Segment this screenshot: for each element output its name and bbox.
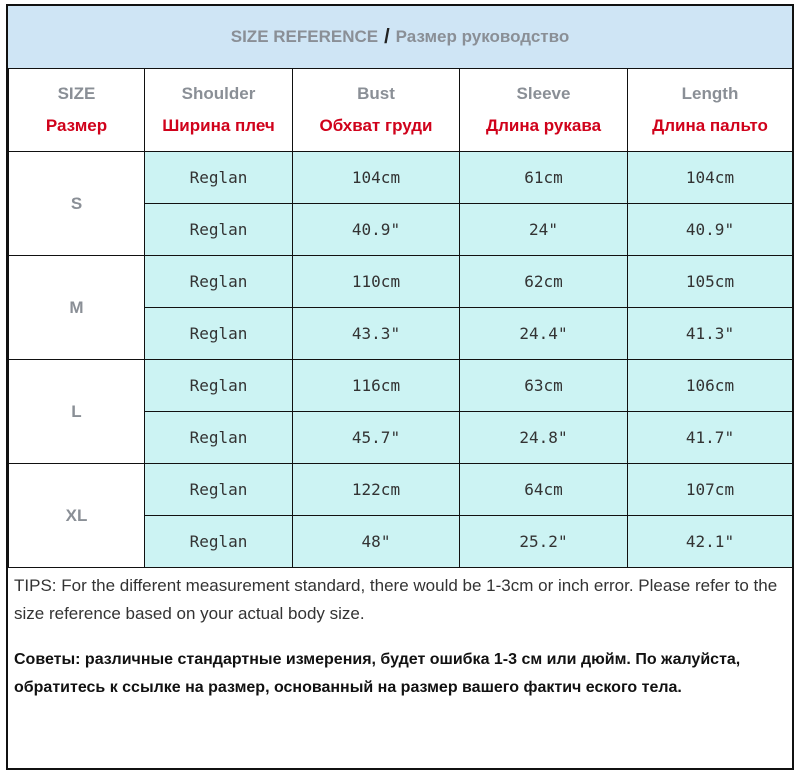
shoulder-cell: Reglan — [145, 308, 293, 360]
title-en: SIZE REFERENCE — [230, 27, 379, 46]
length-cell: 41.7" — [628, 412, 793, 464]
length-cell: 107cm — [628, 464, 793, 516]
shoulder-cell: Reglan — [145, 152, 293, 204]
chart-title — [8, 6, 792, 70]
length-cell: 40.9" — [628, 204, 793, 256]
size-label: M — [9, 256, 145, 360]
length-cell: 106cm — [628, 360, 793, 412]
table-row — [9, 152, 793, 204]
sleeve-cell: 61cm — [460, 152, 628, 204]
title-ru: Размер руководство — [395, 27, 570, 46]
header-sleeve: Sleeve Длина рукава — [460, 69, 628, 152]
shoulder-cell: Reglan — [145, 516, 293, 568]
table-row — [9, 256, 793, 308]
sleeve-cell: 24.8" — [460, 412, 628, 464]
header-length: Length Длина пальто — [628, 69, 793, 152]
tips-english: TIPS: For the different measurement standard, there would be 1-3cm or inch error. Please refer to the size reference based on your actual body size. — [14, 576, 778, 623]
header-row — [9, 69, 793, 152]
table-row — [9, 464, 793, 516]
header-bust: Bust Обхват груди — [293, 69, 460, 152]
shoulder-cell: Reglan — [145, 412, 293, 464]
header-size: SIZE Размер — [9, 69, 145, 152]
sleeve-cell: 24.4" — [460, 308, 628, 360]
tips-russian: Советы: различные стандартные измерения, будет ошибка 1-3 см или дюйм. По жалуйста, обратитесь к ссылке на размер, основанный на размер вашего фактич еского тела. — [14, 651, 741, 696]
bust-cell: 116cm — [293, 360, 460, 412]
bust-cell: 122cm — [293, 464, 460, 516]
bust-cell: 104cm — [293, 152, 460, 204]
sleeve-cell: 64cm — [460, 464, 628, 516]
bust-cell: 43.3" — [293, 308, 460, 360]
bust-cell: 110cm — [293, 256, 460, 308]
length-cell: 41.3" — [628, 308, 793, 360]
sleeve-cell: 25.2" — [460, 516, 628, 568]
sleeve-cell: 63cm — [460, 360, 628, 412]
size-label: S — [9, 152, 145, 256]
size-chart — [6, 4, 794, 770]
length-cell: 42.1" — [628, 516, 793, 568]
shoulder-cell: Reglan — [145, 360, 293, 412]
sleeve-cell: 24" — [460, 204, 628, 256]
header-shoulder: Shoulder Ширина плеч — [145, 69, 293, 152]
shoulder-cell: Reglan — [145, 464, 293, 516]
shoulder-cell: Reglan — [145, 204, 293, 256]
tips-section — [8, 570, 792, 702]
size-label: XL — [9, 464, 145, 568]
bust-cell: 45.7" — [293, 412, 460, 464]
title-separator: / — [384, 25, 390, 48]
length-cell: 105cm — [628, 256, 793, 308]
length-cell: 104cm — [628, 152, 793, 204]
table-row — [9, 360, 793, 412]
size-table — [8, 68, 793, 568]
size-label: L — [9, 360, 145, 464]
bust-cell: 48" — [293, 516, 460, 568]
bust-cell: 40.9" — [293, 204, 460, 256]
shoulder-cell: Reglan — [145, 256, 293, 308]
sleeve-cell: 62cm — [460, 256, 628, 308]
